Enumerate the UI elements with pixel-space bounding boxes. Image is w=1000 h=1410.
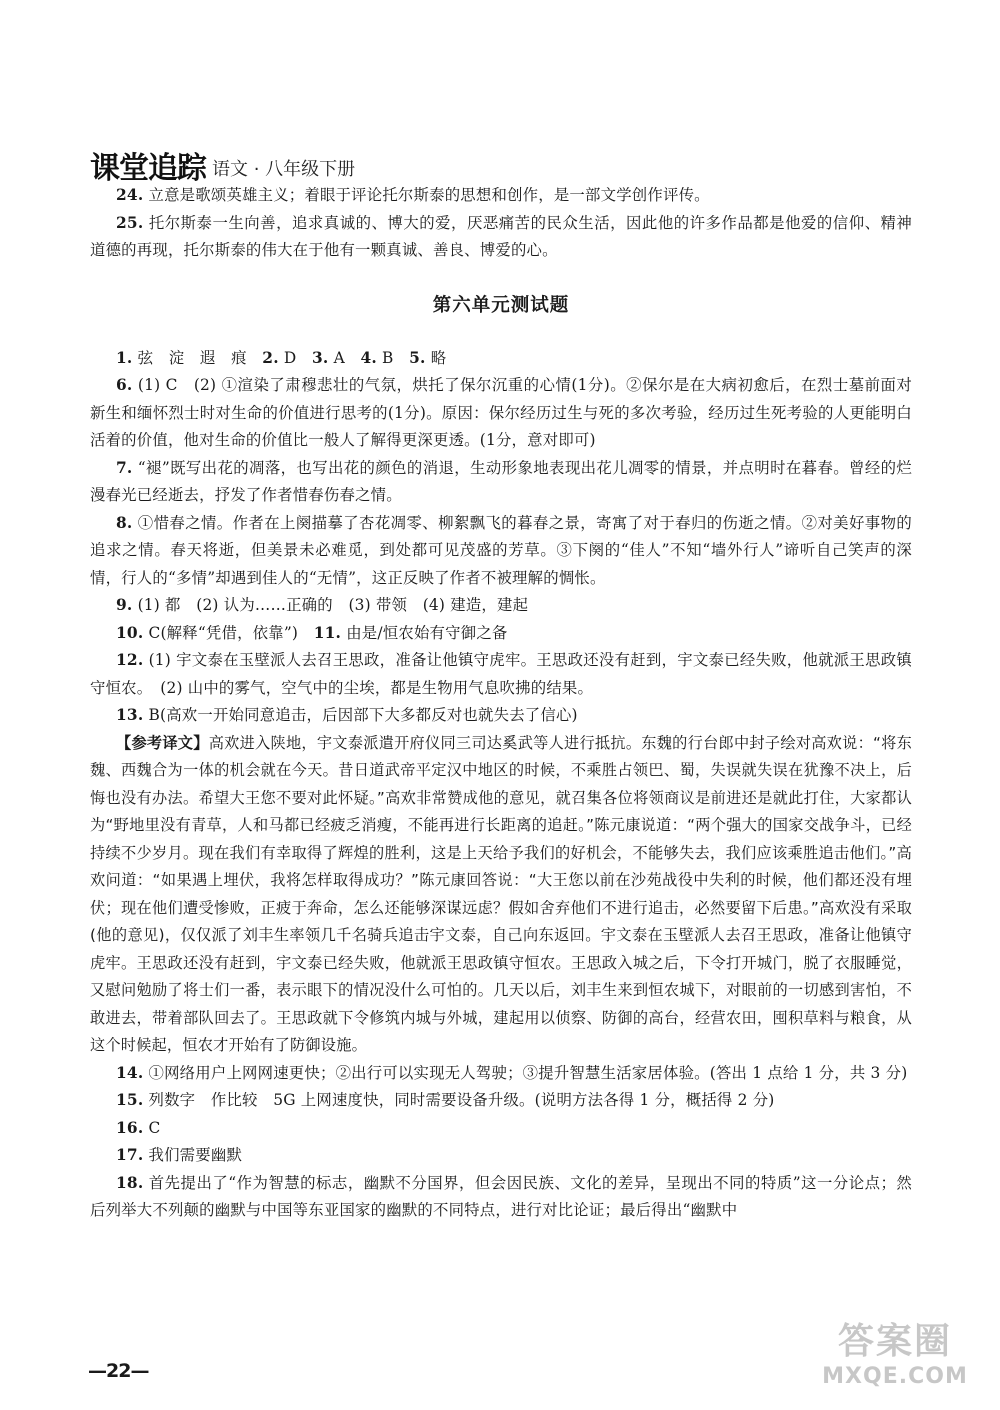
item-number: 1. bbox=[116, 348, 133, 367]
answer-content bbox=[90, 182, 912, 1225]
item-number: 16. bbox=[116, 1118, 144, 1137]
answer-item-17 bbox=[90, 1142, 912, 1170]
item-text: 立意是歌颂英雄主义；着眼于评论托尔斯泰的思想和创作，是一部文学创作评传。 bbox=[148, 186, 710, 204]
translation-tag: 【参考译文】 bbox=[116, 733, 209, 752]
watermark-logo bbox=[810, 1320, 980, 1400]
page-number: —22— bbox=[88, 1360, 149, 1382]
series-logo: 课堂追踪 bbox=[90, 151, 206, 186]
item-number: 10. bbox=[116, 623, 144, 642]
item-text: B(高欢一开始同意追击，后因部下大多都反对也就失去了信心) bbox=[148, 706, 578, 724]
answer-item-25 bbox=[90, 210, 912, 265]
answer-item-7 bbox=[90, 455, 912, 510]
watermark-cn: 答案圈 bbox=[837, 1321, 952, 1362]
item-text: D bbox=[283, 348, 312, 367]
item-number: 25. bbox=[116, 213, 144, 232]
answer-item-10-11 bbox=[90, 620, 912, 648]
item-text: C(解释“凭借，依靠”) bbox=[148, 623, 314, 642]
item-number: 3. bbox=[312, 348, 329, 367]
item-number: 5. bbox=[409, 348, 426, 367]
item-text: ①惜春之情。作者在上阕描摹了杏花凋零、柳絮飘飞的暮春之景，寄寓了对于春归的伤逝之情。②对美好事物的追求之情。春天将逝，但美景未必难觅，到处都可见茂盛的芳草。③下阕的“佳人”不知“墙外行人”谛听自己笑声的深情，行人的“多情”却遇到佳人的“无情”，这正反映了作者不被理解的惆怅。 bbox=[90, 513, 912, 587]
item-number: 14. bbox=[116, 1063, 144, 1082]
item-number: 18. bbox=[116, 1173, 144, 1192]
item-number: 8. bbox=[116, 513, 133, 532]
item-number: 13. bbox=[116, 706, 144, 724]
item-number: 4. bbox=[360, 348, 377, 367]
answer-item-15 bbox=[90, 1087, 912, 1115]
book-subtitle: 语文 · 八年级下册 bbox=[212, 159, 356, 180]
item-number: 9. bbox=[116, 596, 133, 614]
answer-item-14 bbox=[90, 1060, 912, 1088]
answer-item-8 bbox=[90, 510, 912, 593]
answer-item-6 bbox=[90, 372, 912, 455]
item-text: B bbox=[382, 348, 410, 367]
section-title: 第六单元测试题 bbox=[432, 294, 570, 316]
answer-item-16 bbox=[90, 1115, 912, 1143]
item-number: 6. bbox=[116, 376, 133, 394]
item-text: (1) 都 (2) 认为……正确的 (3) 带领 (4) 建造，建起 bbox=[137, 596, 529, 614]
item-text: 弦 淀 遐 痕 bbox=[137, 348, 263, 367]
answer-item-9 bbox=[90, 592, 912, 620]
answer-item-24 bbox=[90, 182, 912, 210]
item-text: “褪”既写出花的凋落，也写出花的颜色的消退，生动形象地表现出花儿凋零的情景，并点明时在暮春。曾经的烂漫春光已经逝去，抒发了作者惜春伤春之情。 bbox=[90, 458, 912, 504]
item-number: 17. bbox=[116, 1146, 144, 1164]
item-text: (1) 宇文泰在玉壁派人去召王思政，准备让他镇守虎牢。王思政还没有赶到，宇文泰已经失败，他就派王思政镇守恒农。 (2) 山中的雾气，空气中的尘埃，都是生物用气息吹拂的结果。 bbox=[90, 651, 912, 697]
item-number: 7. bbox=[116, 458, 133, 477]
watermark-url: MXQE.COM bbox=[822, 1364, 968, 1389]
item-number: 2. bbox=[262, 348, 279, 367]
item-number: 15. bbox=[116, 1091, 144, 1109]
item-text: 首先提出了“作为智慧的标志，幽默不分国界，但会因民族、文化的差异，呈现出不同的特质”这一分论点；然后列举大不列颠的幽默与中国等东亚国家的幽默的不同特点，进行对比论证；最后得出“幽默中 bbox=[90, 1173, 912, 1219]
item-number: 11. bbox=[313, 623, 342, 642]
page-header bbox=[90, 140, 355, 184]
item-text: C bbox=[148, 1118, 161, 1137]
answer-item-1-5 bbox=[90, 345, 912, 373]
item-text: 托尔斯泰一生向善，追求真诚的、博大的爱，厌恶痛苦的民众生活，因此他的许多作品都是他爱的信仰、精神道德的再现，托尔斯泰的伟大在于他有一颗真诚、善良、博爱的心。 bbox=[90, 213, 913, 259]
answer-item-18 bbox=[90, 1170, 912, 1225]
item-number: 24. bbox=[116, 186, 144, 204]
translation-text: 高欢进入陕地，宇文泰派遣开府仪同三司达奚武等人进行抵抗。东魏的行台郎中封子绘对高欢说：“将东魏、西魏合为一体的机会就在今天。昔日道武帝平定汉中地区的时候，不乘胜占领巴、蜀，失误就失误在犹豫不决上，后悔也没有办法。希望大王您不要对此怀疑。”高欢非常赞成他的意见，就召集各位将领商议是前进还是就此打住，大家都认为“野地里没有青草，人和马都已经疲乏消瘦，不能再进行长距离的追赶。”陈元康说道：“两个强大的国家交战争斗，已经持续不少岁月。现在我们有幸取得了辉煌的胜利，这是上天给予我们的好机会，不能够失去，我们应该乘胜追击他们。”高欢问道：“如果遇上埋伏，我将怎样取得成功？”陈元康回答说：“大王您以前在沙苑战役中失利的时候，他们都还没有埋伏；现在他们遭受惨败，正疲于奔命，怎么还能够深谋远虑？假如舍弃他们不进行追击，必然要留下后患。”高欢没有采取(他的意见)，仅仅派了刘丰生率领几千名骑兵追击宇文泰，自己向东返回。宇文泰在玉壁派人去召王思政，准备让他镇守虎牢。王思政还没有赶到，宇文泰已经失败，他就派王思政镇守恒农。王思政入城之后，下令打开城门，脱了衣服睡觉，又慰问勉励了将士们一番，表示眼下的情况没什么可怕的。几天以后，刘丰生来到恒农城下，对眼前的一切感到害怕，不敢进去，带着部队回去了。王思政就下令修筑内城与外城，建起用以侦察、防御的高台，经营农田，囤积草料与粮食，从这个时候起，恒农才开始有了防御设施。 bbox=[90, 733, 912, 1054]
item-text: 列数字 作比较 5G 上网速度快，同时需要设备升级。(说明方法各得 1 分，概括得 2 分) bbox=[148, 1091, 775, 1109]
item-text: 我们需要幽默 bbox=[148, 1146, 243, 1164]
item-text: 由是/恒农始有守御之备 bbox=[346, 623, 508, 642]
item-text: ①网络用户上网网速更快；②出行可以实现无人驾驶；③提升智慧生活家居体验。(答出 1 点给 1 分，共 3 分) bbox=[148, 1063, 908, 1082]
answer-item-13 bbox=[90, 702, 912, 730]
item-text: A bbox=[333, 348, 361, 367]
item-text: (1) C (2) ①渲染了肃穆悲壮的气氛，烘托了保尔沉重的心情(1分)。②保尔是在大病初愈后，在烈士墓前面对新生和缅怀烈士时对生命的价值进行思考的(1分)。原因：保尔经历过生与死的多次考验，经历过生死考验的人更能明白活着的价值，他对生命的价值比一般人了解得更深更透。(1分，意对即可) bbox=[90, 376, 913, 449]
item-text: 略 bbox=[430, 348, 447, 367]
item-number: 12. bbox=[116, 651, 144, 669]
answer-item-12 bbox=[90, 647, 912, 702]
reference-translation bbox=[90, 730, 912, 1060]
